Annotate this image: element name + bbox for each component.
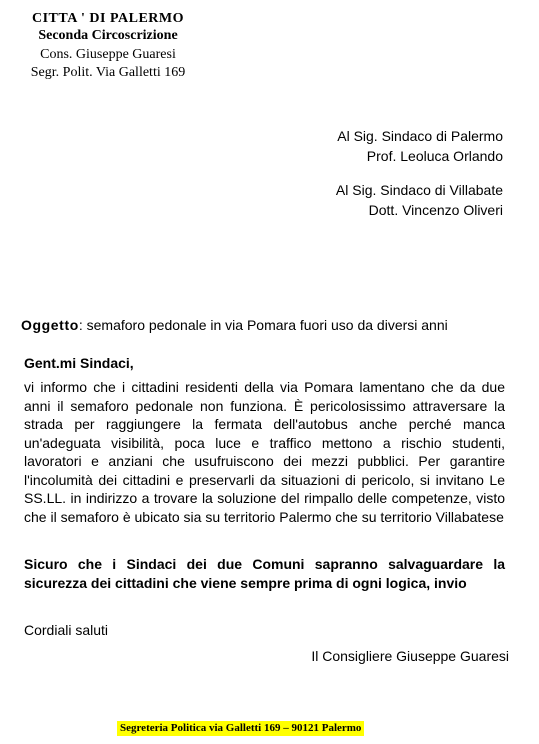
letter-body: vi informo che i cittadini residenti della via Pomara lamentano che da due anni il semaforo pedonale non funziona. È pericolosissimo attraversare la strada per raggiungere la fermata dell'autobus anche perché manca un'adeguata visibilità, poca luce e traffico mettono a rischio studenti, lavoratori e anziani che usufruiscono dei mezzi pubblici. Per garantire l'incolumità dei cittadini e preservarli da situazioni di pericolo, si invitano Le SS.LL. in indirizzo a trovare la soluzione del rimpallo delle competenze, visto che il semaforo è ubicato sia su territorio Palermo che su territorio Villabatese	[24, 379, 505, 525]
recipient-name: Dott. Vincenzo Oliveri	[368, 202, 503, 218]
recipient-villabate	[336, 180, 503, 220]
letter-closing: Sicuro che i Sindaci dei due Comuni sapranno salvaguardare la sicurezza dei cittadini che viene sempre prima di ogni logica, invio	[24, 556, 505, 591]
footer-address: Segreteria Politica via Galletti 169 – 90121 Palermo	[117, 721, 364, 736]
recipient-title: Al Sig. Sindaco di Villabate	[335, 182, 503, 198]
signature: Il Consigliere Giuseppe Guaresi	[311, 648, 509, 664]
header-address: Segr. Polit. Via Galletti 169	[30, 65, 186, 80]
subject-text: : semaforo pedonale in via Pomara fuori uso da diversi anni	[78, 317, 448, 333]
subject-label: Oggetto	[21, 317, 79, 333]
header-city: CITTA ' DI PALERMO	[32, 11, 184, 26]
subject-line	[21, 317, 448, 333]
header-councillor: Cons. Giuseppe Guaresi	[40, 47, 176, 62]
salutation: Cordiali saluti	[24, 622, 109, 638]
header-district: Seconda Circoscrizione	[38, 28, 178, 43]
greeting: Gent.mi Sindaci,	[24, 355, 134, 371]
recipient-title: Al Sig. Sindaco di Palermo	[337, 128, 503, 144]
recipient-name: Prof. Leoluca Orlando	[366, 148, 503, 164]
recipient-palermo	[337, 126, 503, 166]
